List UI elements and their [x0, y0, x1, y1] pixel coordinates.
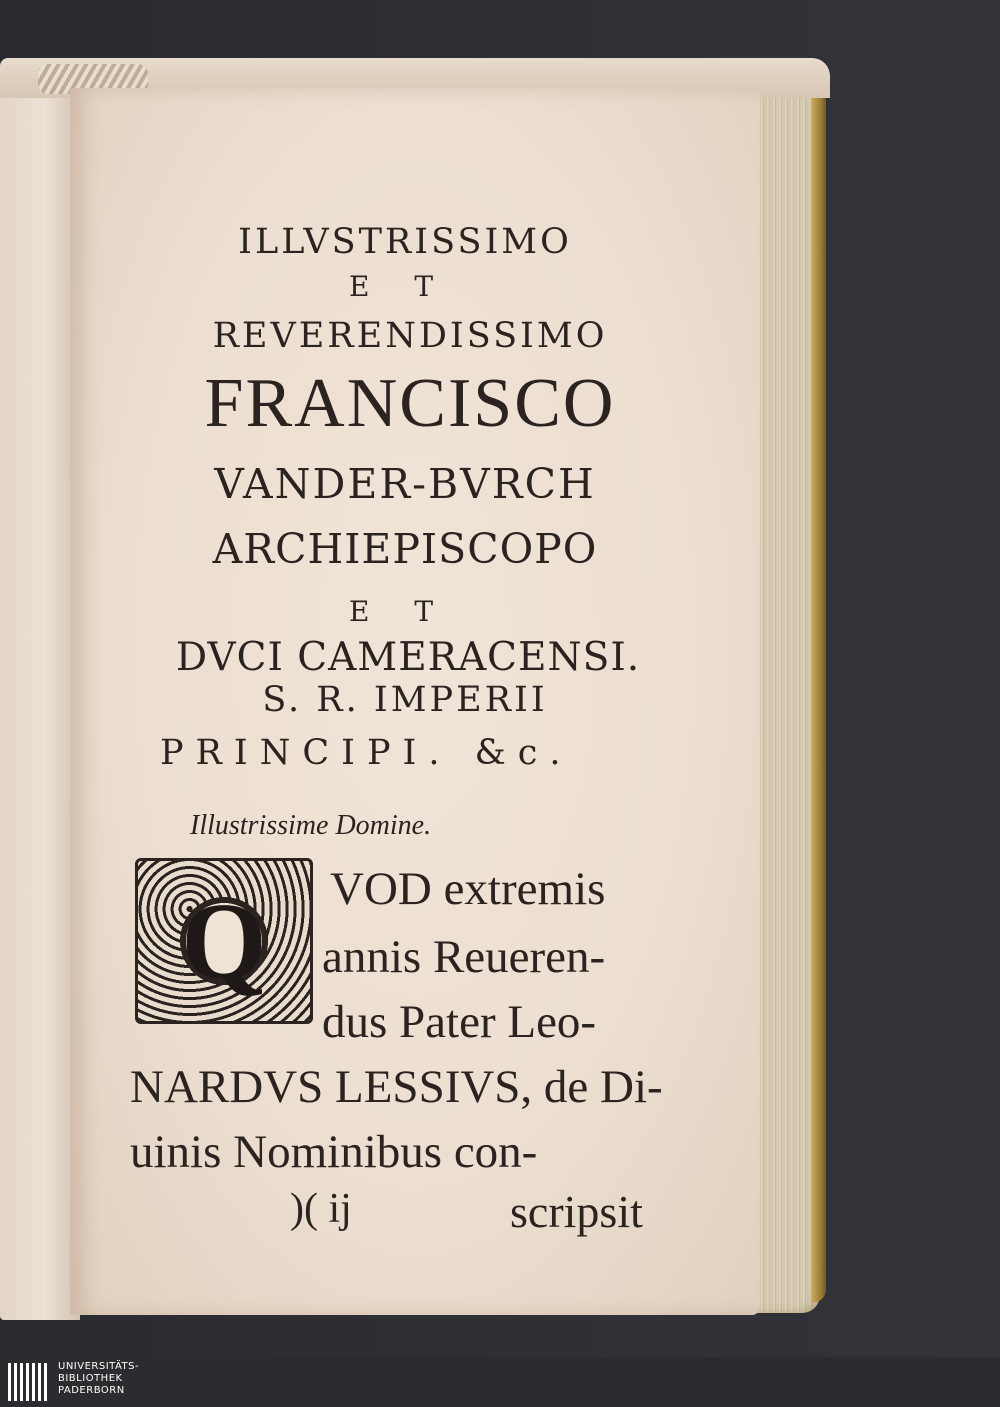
logo-line-2: BIBLIOTHEK — [58, 1373, 123, 1384]
library-logo-icon — [8, 1363, 52, 1401]
dedication-line-3: REVERENDISSIMO — [212, 316, 608, 356]
library-logo-text — [58, 1361, 139, 1397]
body-line-1: VOD extremis — [330, 863, 606, 915]
dedication-line-9: S. R. IMPERII — [262, 680, 548, 720]
initial-letter: Q — [181, 879, 267, 1002]
footer-bar — [0, 1357, 1000, 1407]
dedication-line-1: ILLVSTRISSIMO — [238, 222, 572, 262]
dedication-line-2: E T — [348, 270, 451, 303]
page-stack-edge — [752, 78, 820, 1313]
salutation: Illustrissime Domine. — [190, 810, 432, 841]
catchword: scripsit — [510, 1186, 643, 1237]
gilt-fore-edge — [812, 92, 826, 1302]
dedication-line-5: VANDER-BVRCH — [214, 460, 596, 508]
body-line-3: dus Pater Leo- — [322, 996, 597, 1048]
body-line-2: annis Reueren- — [322, 931, 606, 983]
dedication-line-4: FRANCISCO — [204, 365, 616, 442]
dedication-line-8: DVCI CAMERACENSI. — [175, 635, 641, 680]
logo-line-1: UNIVERSITÄTS- — [58, 1361, 140, 1372]
decorated-initial — [135, 858, 313, 1024]
logo-line-3: PADERBORN — [58, 1385, 125, 1396]
body-line-5: uinis Nominibus con- — [130, 1126, 538, 1178]
verso-page — [0, 70, 80, 1320]
dedication-line-6: ARCHIEPISCOPO — [212, 525, 598, 573]
dedication-line-10: PRINCIPI. &c. — [160, 733, 573, 773]
signature-mark: )( ij — [290, 1186, 352, 1232]
dedication-line-7: E T — [348, 595, 451, 628]
body-line-4: NARDVS LESSIVS, de Di- — [130, 1061, 663, 1113]
